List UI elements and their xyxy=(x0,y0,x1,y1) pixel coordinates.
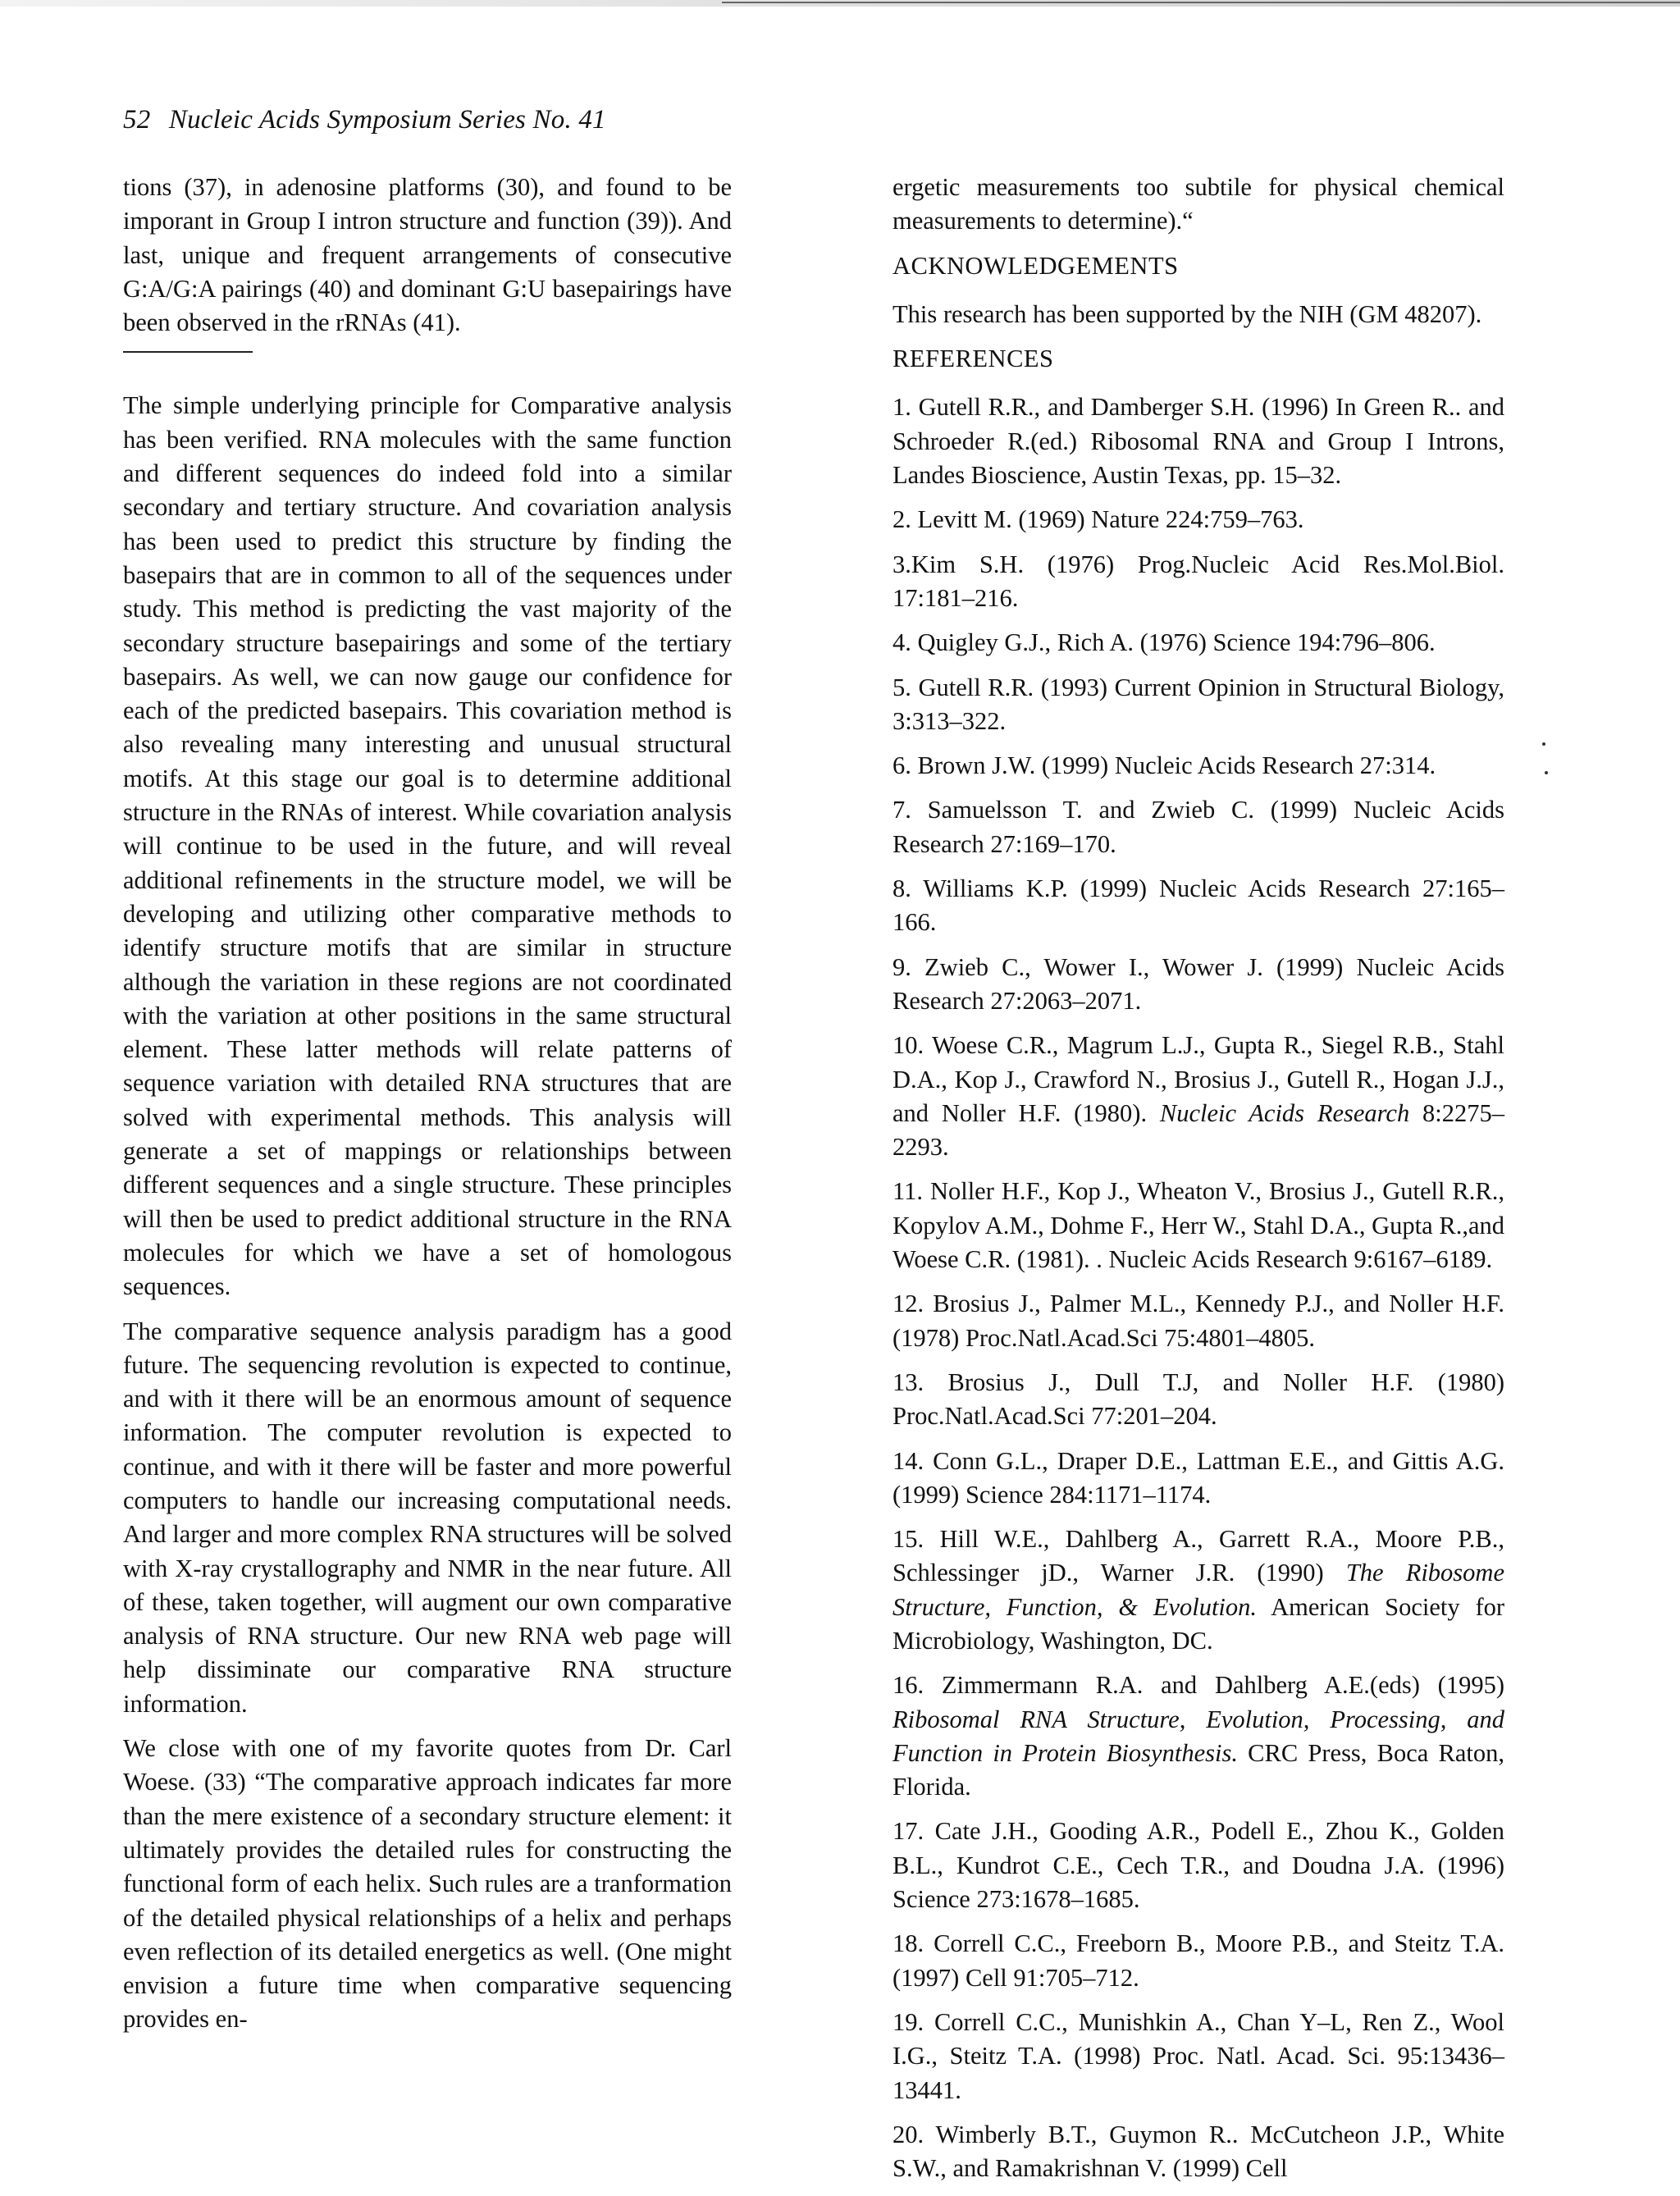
reference-item xyxy=(892,1523,1504,1658)
reference-italic-title: Nucleic Acids Research xyxy=(1159,1098,1410,1127)
reference-item: 12. Brosius J., Palmer M.L., Kennedy P.J., and Noller H.F. (1978) Proc.Natl.Acad.Sci 75:4801–4805. xyxy=(892,1290,1504,1352)
reference-item: 8. Williams K.P. (1999) Nucleic Acids Research 27:165–166. xyxy=(892,874,1504,937)
reference-item: 14. Conn G.L., Draper D.E., Lattman E.E., and Gittis A.G. (1999) Science 284:1171–1174. xyxy=(892,1446,1504,1509)
section-separator xyxy=(123,351,253,353)
references-heading: REFERENCES xyxy=(892,345,1054,373)
reference-italic-title: The Ribosome Structure, Function, & Evolution. xyxy=(892,1559,1504,1621)
paragraph-continuation: ergetic measurements too subtile for physical chemical measurements to determine).“ xyxy=(892,173,1504,235)
acknowledgements-heading: ACKNOWLEDGEMENTS xyxy=(892,251,1179,280)
scan-top-line xyxy=(722,2,1680,3)
reference-item: 4. Quigley G.J., Rich A. (1976) Science 194:796–806. xyxy=(892,628,1436,657)
reference-item: 6. Brown J.W. (1999) Nucleic Acids Research 27:314. xyxy=(892,751,1436,780)
reference-item: 3.Kim S.H. (1976) Prog.Nucleic Acid Res.Mol.Biol. 17:181–216. xyxy=(892,550,1504,612)
reference-text: 10. Woese C.R., Magrum L.J., Gupta R., Siegel R.B., Stahl D.A., Kop J., Crawford N., Brosius J., Gutell R., Hogan J.J., and Noller H.F. (1980). xyxy=(892,1031,1504,1127)
paragraph: tions (37), in adenosine platforms (30), and found to be imporant in Group I intron structure and function (39)). And last, unique and frequent arrangements of consecutive G:A/G:A pairings (40) and dominant G:U basepairings have been observed in the rRNAs (41). xyxy=(123,173,732,337)
reference-item: 19. Correll C.C., Munishkin A., Chan Y–L, Ren Z., Wool I.G., Steitz T.A. (1998) Proc. Natl. Acad. Sci. 95:13436–13441. xyxy=(892,2007,1504,2104)
reference-list xyxy=(892,390,1504,2185)
reference-item: 5. Gutell R.R. (1993) Current Opinion in Structural Biology, 3:313–322. xyxy=(892,673,1504,735)
reference-text: 8:2275–2293. xyxy=(892,1098,1504,1162)
paragraph: The simple underlying principle for Comparative analysis has been verified. RNA molecules with the same function and different sequences do indeed fold into a similar secondary and tertiary structure. And covariation analysis has been used to predict this structure by finding the basepairs that are in common to all of the sequences under study. This method is predicting the vast majority of the secondary structure basepairings and some of the tertiary basepairs. As well, we can now gauge our confidence for each of the predicted basepairs. This covariation method is also revealing many interesting and unusual structural motifs. At this stage our goal is to determine additional structure in the RNAs of interest. While covariation analysis will continue to be used in the future, and will reveal additional refinements in the structure model, we will be developing and utilizing other comparative methods to identify structure motifs that are similar in structure although the variation in these regions are not coordinated with the variation at other positions in the same structural element. These latter methods will relate patterns of sequence variation with detailed RNA structures that are solved with experimental methods. This analysis will generate a set of mappings or relationships between different sequences and a single structure. These principles will then be used to predict additional structure in the RNA molecules for which we have a set of homologous sequences. xyxy=(123,391,732,1301)
right-column xyxy=(892,171,1504,2196)
paragraph: We close with one of my favorite quotes from Dr. Carl Woese. (33) “The comparative approach indicates far more than the mere existence of a secondary structure element: it ultimately provides the detailed rules for constructing the functional form of each helix. Such rules are a tranformation of the detailed physical relationships of a helix and perhaps even reflection of its detailed energetics as well. (One might envision a future time when comparative sequencing provides en- xyxy=(123,1734,732,2034)
reference-item xyxy=(892,1029,1504,1164)
left-column xyxy=(123,171,732,2048)
page-header xyxy=(123,105,606,135)
reference-item: 13. Brosius J., Dull T.J, and Noller H.F. (1980) Proc.Natl.Acad.Sci 77:201–204. xyxy=(892,1367,1504,1431)
reference-item: 9. Zwieb C., Wower I., Wower J. (1999) Nucleic Acids Research 27:2063–2071. xyxy=(892,952,1504,1015)
reference-text: 15. Hill W.E., Dahlberg A., Garrett R.A., Moore P.B., Schlessinger jD., Warner J.R. (1990) xyxy=(892,1525,1504,1587)
reference-item: 7. Samuelsson T. and Zwieb C. (1999) Nucleic Acids Research 27:169–170. xyxy=(892,796,1504,858)
reference-item: 20. Wimberly B.T., Guymon R.. McCutcheon J.P., White S.W., and Ramakrishnan V. (1999) Cell xyxy=(892,2120,1504,2183)
reference-item: 2. Levitt M. (1969) Nature 224:759–763. xyxy=(892,505,1304,534)
reference-text: American Society for Microbiology, Washington, DC. xyxy=(892,1592,1505,1655)
acknowledgements-text: This research has been supported by the NIH (GM 48207). xyxy=(892,299,1482,328)
reference-item xyxy=(892,1669,1504,1804)
reference-item: 17. Cate J.H., Gooding A.R., Podell E., Zhou K., Golden B.L., Kundrot C.E., Cech T.R., and Doudna J.A. (1996) Science 273:1678–1685. xyxy=(892,1817,1504,1914)
reference-text: 16. Zimmermann R.A. and Dahlberg A.E.(eds) (1995) xyxy=(892,1671,1504,1700)
reference-item: 18. Correll C.C., Freeborn B., Moore P.B., and Steitz T.A. (1997) Cell 91:705–712. xyxy=(892,1929,1504,1992)
reference-item: 1. Gutell R.R., and Damberger S.H. (1996) In Green R.. and Schroeder R.(ed.) Ribosomal RNA and Group I Introns, Landes Bioscience, Austin Texas, pp. 15–32. xyxy=(892,393,1504,490)
paragraph: The comparative sequence analysis paradigm has a good future. The sequencing revolution is expected to continue, and with it there will be an enormous amount of sequence information. The computer revolution is expected to continue, and with it there will be faster and more powerful computers to handle our increasing computational needs. And larger and more complex RNA structures will be solved with X-ray crystallography and NMR in the near future. All of these, taken together, will augment our own comparative analysis of RNA structure. Our new RNA web page will help dissiminate our comparative RNA structure information. xyxy=(123,1317,732,1718)
page-number: 52 xyxy=(123,105,151,135)
reference-item: 11. Noller H.F., Kop J., Wheaton V., Brosius J., Gutell R.R., Kopylov A.M., Dohme F., Herr W., Stahl D.A., Gupta R.,and Woese C.R. (1981). . Nucleic Acids Research 9:6167–6189. xyxy=(892,1177,1504,1274)
reference-italic-title: Ribosomal RNA Structure, Evolution, Processing, and Function in Protein Biosynthesis. xyxy=(892,1705,1504,1767)
reference-text: CRC Press, Boca Raton, Florida. xyxy=(892,1738,1504,1801)
scan-speck xyxy=(1545,771,1548,774)
scan-speck xyxy=(1542,742,1545,746)
series-title: Nucleic Acids Symposium Series No. 41 xyxy=(168,105,606,135)
